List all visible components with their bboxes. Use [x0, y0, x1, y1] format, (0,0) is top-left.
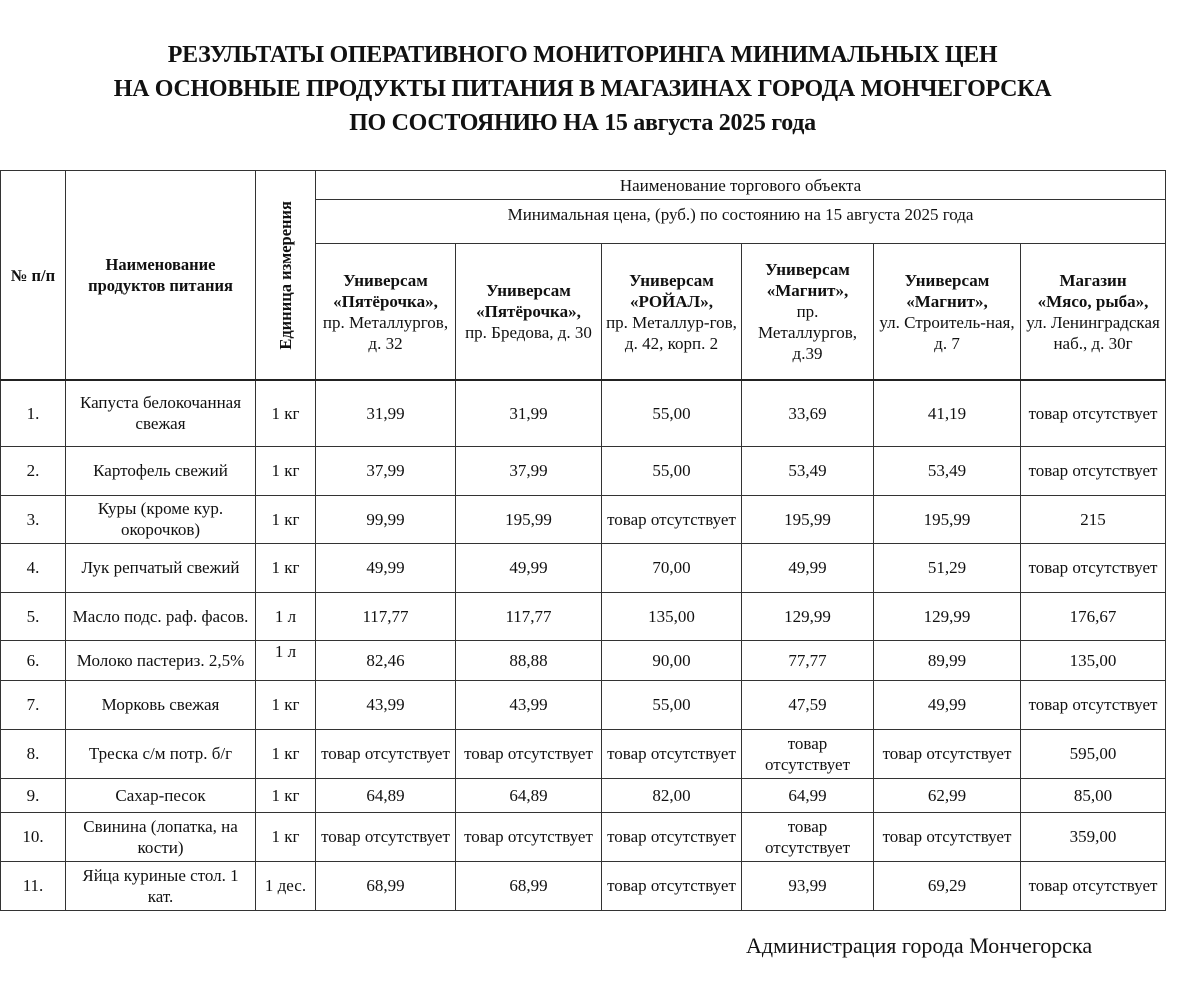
header-price-group: Минимальная цена, (руб.) по состоянию на 15 августа 2025 года [316, 200, 1166, 244]
price-cell-unavailable: товар отсутствует [316, 812, 456, 861]
price-cell: 49,99 [456, 543, 602, 592]
price-cell: 37,99 [456, 446, 602, 495]
price-cell: 47,59 [742, 680, 874, 729]
price-cell: 69,29 [874, 861, 1021, 910]
price-cell-unavailable: товар отсутствует [1021, 446, 1166, 495]
store-header [316, 244, 456, 381]
price-cell: 49,99 [316, 543, 456, 592]
table-row [1, 640, 1166, 680]
price-cell: 31,99 [456, 380, 602, 446]
price-cell: 64,99 [742, 778, 874, 812]
unit-cell: 1 кг [256, 812, 316, 861]
price-cell: 33,69 [742, 380, 874, 446]
product-name: Яйца куриные стол. 1 кат. [66, 861, 256, 910]
header-unit-label: Единица измерения [276, 200, 295, 350]
price-cell-unavailable: товар отсутствует [602, 861, 742, 910]
product-name: Лук репчатый свежий [66, 543, 256, 592]
store-header [874, 244, 1021, 381]
price-cell-unavailable: товар отсутствует [1021, 543, 1166, 592]
unit-cell: 1 кг [256, 495, 316, 543]
price-cell-unavailable: товар отсутствует [742, 729, 874, 778]
unit-cell: 1 л [256, 640, 316, 680]
price-cell: 64,89 [456, 778, 602, 812]
table-row [1, 446, 1166, 495]
header-store-group: Наименование торгового объекта [316, 171, 1166, 200]
footer-signature: Администрация города Мончегорска [746, 933, 1093, 958]
price-cell: 93,99 [742, 861, 874, 910]
price-cell-unavailable: товар отсутствует [456, 812, 602, 861]
price-cell: 55,00 [602, 680, 742, 729]
product-name: Масло подс. раф. фасов. [66, 592, 256, 640]
table-row [1, 680, 1166, 729]
document-title [0, 38, 1165, 140]
row-number: 9. [1, 778, 66, 812]
store-address: ул. Ленинградская наб., д. 30г [1026, 312, 1160, 353]
price-cell: 64,89 [316, 778, 456, 812]
price-cell: 135,00 [1021, 640, 1166, 680]
price-cell: 77,77 [742, 640, 874, 680]
table-row [1, 778, 1166, 812]
store-address: ул. Строитель-ная, д. 7 [879, 312, 1015, 353]
store-address: пр. Металлур-гов, д. 42, корп. 2 [606, 312, 737, 353]
price-cell-unavailable: товар отсутствует [874, 729, 1021, 778]
price-cell: 135,00 [602, 592, 742, 640]
row-number: 5. [1, 592, 66, 640]
product-name: Картофель свежий [66, 446, 256, 495]
price-cell-unavailable: товар отсутствует [456, 729, 602, 778]
store-header [742, 244, 874, 381]
table-row [1, 729, 1166, 778]
store-address: пр. Металлургов, д. 32 [322, 312, 449, 353]
row-number: 8. [1, 729, 66, 778]
price-cell: 117,77 [316, 592, 456, 640]
price-cell: 68,99 [316, 861, 456, 910]
price-cell: 359,00 [1021, 812, 1166, 861]
header-number: № п/п [1, 171, 66, 381]
price-cell: 31,99 [316, 380, 456, 446]
header-unit [256, 171, 316, 381]
price-cell: 55,00 [602, 446, 742, 495]
row-number: 11. [1, 861, 66, 910]
store-type: Универсам [904, 270, 990, 290]
price-cell: 90,00 [602, 640, 742, 680]
product-name: Морковь свежая [66, 680, 256, 729]
row-number: 7. [1, 680, 66, 729]
price-cell-unavailable: товар отсутствует [742, 812, 874, 861]
price-cell: 195,99 [742, 495, 874, 543]
store-name: «Пятёрочка», [476, 302, 581, 321]
price-cell: 117,77 [456, 592, 602, 640]
unit-cell: 1 дес. [256, 861, 316, 910]
row-number: 10. [1, 812, 66, 861]
price-cell: 85,00 [1021, 778, 1166, 812]
store-type: Магазин [1059, 270, 1127, 290]
price-table [0, 170, 1166, 911]
price-cell-unavailable: товар отсутствует [1021, 680, 1166, 729]
price-cell: 82,46 [316, 640, 456, 680]
price-cell: 41,19 [874, 380, 1021, 446]
store-header [602, 244, 742, 381]
unit-cell: 1 кг [256, 680, 316, 729]
price-cell: 70,00 [602, 543, 742, 592]
product-name: Капуста белокочанная свежая [66, 380, 256, 446]
store-type: Универсам [629, 270, 714, 290]
table-row [1, 380, 1166, 446]
price-cell: 53,49 [874, 446, 1021, 495]
price-cell: 215 [1021, 495, 1166, 543]
price-cell: 129,99 [742, 592, 874, 640]
header-product: Наименование продуктов питания [66, 171, 256, 381]
price-cell-unavailable: товар отсутствует [316, 729, 456, 778]
store-type: Универсам [343, 270, 428, 290]
row-number: 4. [1, 543, 66, 592]
store-name: «Магнит», [906, 291, 988, 311]
table-row [1, 495, 1166, 543]
store-name: «Мясо, рыба», [1037, 291, 1149, 311]
row-number: 1. [1, 380, 66, 446]
price-cell: 176,67 [1021, 592, 1166, 640]
price-cell: 129,99 [874, 592, 1021, 640]
store-address: пр. Бредова, д. 30 [465, 323, 592, 342]
unit-cell: 1 кг [256, 729, 316, 778]
price-cell: 62,99 [874, 778, 1021, 812]
price-cell: 49,99 [874, 680, 1021, 729]
price-cell: 82,00 [602, 778, 742, 812]
product-name: Треска с/м потр. б/г [66, 729, 256, 778]
product-name: Свинина (лопатка, на кости) [66, 812, 256, 861]
price-cell: 43,99 [456, 680, 602, 729]
product-name: Куры (кроме кур. окорочков) [66, 495, 256, 543]
unit-cell: 1 кг [256, 380, 316, 446]
row-number: 3. [1, 495, 66, 543]
table-row [1, 543, 1166, 592]
price-cell: 43,99 [316, 680, 456, 729]
unit-cell: 1 кг [256, 446, 316, 495]
price-cell: 195,99 [456, 495, 602, 543]
price-cell: 595,00 [1021, 729, 1166, 778]
store-type: Универсам [486, 281, 571, 300]
price-cell: 37,99 [316, 446, 456, 495]
store-header [1021, 244, 1166, 381]
title-line-3: ПО СОСТОЯНИЮ НА 15 августа 2025 года [349, 110, 816, 136]
price-cell-unavailable: товар отсутствует [602, 495, 742, 543]
price-cell: 68,99 [456, 861, 602, 910]
price-cell-unavailable: товар отсутствует [874, 812, 1021, 861]
store-name: «РОЙАЛ», [630, 291, 713, 311]
store-address: пр. Металлургов, д.39 [757, 302, 858, 363]
unit-cell: 1 л [256, 592, 316, 640]
price-cell: 195,99 [874, 495, 1021, 543]
table-row [1, 861, 1166, 910]
store-name: «Пятёрочка», [333, 291, 438, 311]
price-cell: 51,29 [874, 543, 1021, 592]
table-row [1, 592, 1166, 640]
price-cell-unavailable: товар отсутствует [602, 729, 742, 778]
price-cell: 99,99 [316, 495, 456, 543]
price-cell-unavailable: товар отсутствует [1021, 861, 1166, 910]
price-cell: 88,88 [456, 640, 602, 680]
product-name: Сахар-песок [66, 778, 256, 812]
price-cell: 49,99 [742, 543, 874, 592]
price-cell: 55,00 [602, 380, 742, 446]
title-line-1: РЕЗУЛЬТАТЫ ОПЕРАТИВНОГО МОНИТОРИНГА МИНИМАЛЬНЫХ ЦЕН [167, 42, 998, 68]
price-cell: 89,99 [874, 640, 1021, 680]
row-number: 2. [1, 446, 66, 495]
price-cell: 53,49 [742, 446, 874, 495]
unit-cell: 1 кг [256, 778, 316, 812]
store-type: Универсам [765, 260, 850, 279]
row-number: 6. [1, 640, 66, 680]
table-row [1, 812, 1166, 861]
price-cell-unavailable: товар отсутствует [1021, 380, 1166, 446]
product-name: Молоко пастериз. 2,5% [66, 640, 256, 680]
title-line-2: НА ОСНОВНЫЕ ПРОДУКТЫ ПИТАНИЯ В МАГАЗИНАХ ГОРОДА МОНЧЕГОРСКА [113, 76, 1052, 102]
store-header [456, 244, 602, 381]
store-name: «Магнит», [766, 281, 849, 300]
unit-cell: 1 кг [256, 543, 316, 592]
price-cell-unavailable: товар отсутствует [602, 812, 742, 861]
